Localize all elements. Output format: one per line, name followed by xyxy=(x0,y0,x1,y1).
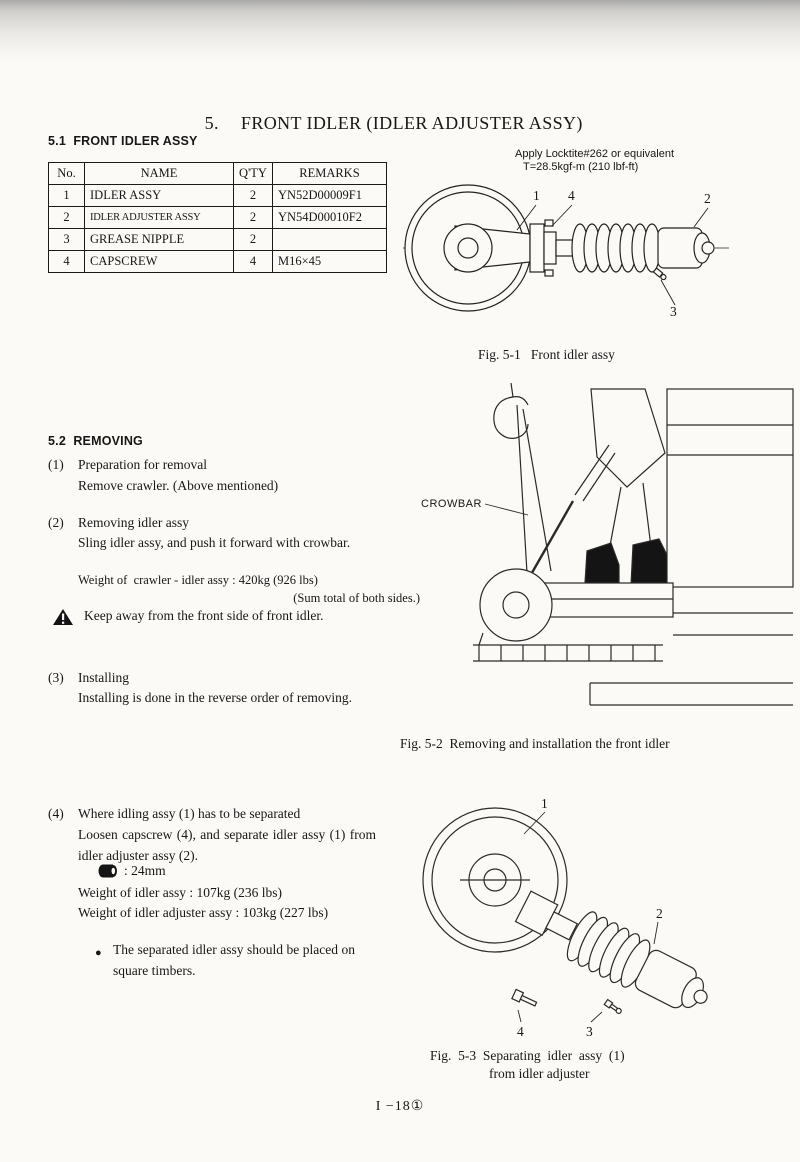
fig-5-3-caption-line1: Fig. 5-3 Separating idler assy (1) xyxy=(430,1048,625,1063)
cell-no: 4 xyxy=(49,251,85,273)
step-4-body: Loosen capscrew (4), and separate idler assy (1) from idler adjuster assy (2). xyxy=(78,827,376,863)
separated-grease-nipple xyxy=(604,1000,622,1015)
adjuster-bracket xyxy=(530,224,544,272)
step-4-tool-size: : 24mm xyxy=(124,863,166,878)
column-header-remarks: REMARKS xyxy=(272,163,386,185)
column-header-qty: Q'TY xyxy=(234,163,273,185)
step-3-number: (3) xyxy=(48,670,64,685)
step-1-title: Preparation for removal xyxy=(78,457,207,472)
crowbar-leader-line xyxy=(485,504,528,515)
separated-adjuster-assembly xyxy=(511,882,719,1023)
figure-label-1: 1 xyxy=(533,188,540,203)
fig-5-1-caption: Fig. 5-1 Front idler assy xyxy=(478,347,615,362)
page-title-text: FRONT IDLER (IDLER ADJUSTER ASSY) xyxy=(240,113,583,133)
fig-5-3-drawing xyxy=(400,772,780,1044)
capscrew-top xyxy=(545,220,553,226)
figure-5-3 xyxy=(400,772,780,1044)
page-number: I −18① xyxy=(375,1099,425,1114)
fig-5-1-torque-note-line2: T=28.5kgf-m (210 lbf-ft) xyxy=(523,161,639,173)
warning-text: Keep away from the front side of front idler. xyxy=(84,608,324,623)
table-row xyxy=(49,207,387,229)
figure-label-3: 3 xyxy=(670,304,677,319)
fig-5-1-drawing xyxy=(395,148,793,348)
worker-boot-right xyxy=(631,539,671,585)
cell-remarks: YN52D00009F1 xyxy=(272,185,386,207)
step-3-title: Installing xyxy=(78,670,129,685)
scan-artifact xyxy=(0,0,800,60)
figure-label-2: 2 xyxy=(656,906,663,921)
separated-idler-wheel xyxy=(423,808,567,952)
cell-remarks: M16×45 xyxy=(272,251,386,273)
figure-label-1: 1 xyxy=(541,796,548,811)
step-3-body: Installing is done in the reverse order of removing. xyxy=(78,690,353,705)
step-2-title: Removing idler assy xyxy=(78,515,189,530)
separated-capscrew xyxy=(512,989,538,1008)
cell-qty: 2 xyxy=(234,229,273,251)
cell-name: GREASE NIPPLE xyxy=(85,229,234,251)
worker-boot-left xyxy=(585,543,619,583)
grease-nipple-part xyxy=(653,268,667,281)
parts-table xyxy=(48,162,387,273)
section-52-heading: 5.2 REMOVING xyxy=(48,434,143,448)
step-4-weight-1: Weight of idler assy : 107kg (236 lbs) xyxy=(78,885,283,900)
front-idler-assembly-drawing xyxy=(403,185,730,311)
figure-label-3: 3 xyxy=(586,1024,593,1039)
recoil-spring xyxy=(572,224,660,272)
bullet-icon: ● xyxy=(95,947,102,959)
step-4-number: (4) xyxy=(48,806,64,821)
figure-label-4: 4 xyxy=(517,1024,524,1039)
crowbar-label: CROWBAR xyxy=(421,498,482,510)
cell-qty: 2 xyxy=(234,207,273,229)
step-4-bullet-text: The separated idler assy should be placed on square timbers. xyxy=(113,942,355,978)
step-2-weight: Weight of crawler - idler assy : 420kg (926 lbs) xyxy=(78,573,318,587)
step-2-number: (2) xyxy=(48,515,64,530)
socket-wrench-icon xyxy=(98,864,118,878)
fig-5-1-torque-note-line1: Apply Locktite#262 or equivalent xyxy=(515,148,674,160)
front-idler-wheel xyxy=(480,569,552,641)
warning-icon xyxy=(52,608,74,626)
fig-5-2-drawing xyxy=(413,383,795,735)
cell-name: IDLER ADJUSTER ASSY xyxy=(85,207,234,229)
figure-5-2 xyxy=(413,383,795,735)
table-row xyxy=(49,229,387,251)
figure-5-1 xyxy=(395,148,793,348)
step-2-weight-note: (Sum total of both sides.) xyxy=(293,591,420,605)
step-2-body: Sling idler assy, and push it forward with crowbar. xyxy=(78,535,351,550)
table-row xyxy=(49,251,387,273)
worker-figure xyxy=(575,389,671,585)
column-header-no: No. xyxy=(49,163,85,185)
cell-no: 1 xyxy=(49,185,85,207)
section-51-heading: 5.1 FRONT IDLER ASSY xyxy=(48,134,198,148)
capscrew-bottom xyxy=(545,270,553,276)
step-4-title: Where idling assy (1) has to be separated xyxy=(78,806,301,821)
cell-name: IDLER ASSY xyxy=(85,185,234,207)
cell-qty: 4 xyxy=(234,251,273,273)
table-header-row xyxy=(49,163,387,185)
step-4-weight-2: Weight of idler adjuster assy : 103kg (227 lbs) xyxy=(78,905,329,920)
figure-label-2: 2 xyxy=(704,191,711,206)
step-1-body: Remove crawler. (Above mentioned) xyxy=(78,478,279,493)
step-1-number: (1) xyxy=(48,457,64,472)
cell-qty: 2 xyxy=(234,185,273,207)
cell-no: 2 xyxy=(49,207,85,229)
cell-remarks xyxy=(272,229,386,251)
cell-remarks: YN54D00010F2 xyxy=(272,207,386,229)
fig-5-2-caption: Fig. 5-2 Removing and installation the front idler xyxy=(400,736,670,751)
cell-name: CAPSCREW xyxy=(85,251,234,273)
fig-5-3-caption-line2: from idler adjuster xyxy=(489,1066,590,1081)
figure-label-4: 4 xyxy=(568,188,575,203)
cell-no: 3 xyxy=(49,229,85,251)
page-title xyxy=(185,92,583,155)
table-row xyxy=(49,185,387,207)
column-header-name: NAME xyxy=(85,163,234,185)
page-title-number: 5. xyxy=(204,113,219,133)
